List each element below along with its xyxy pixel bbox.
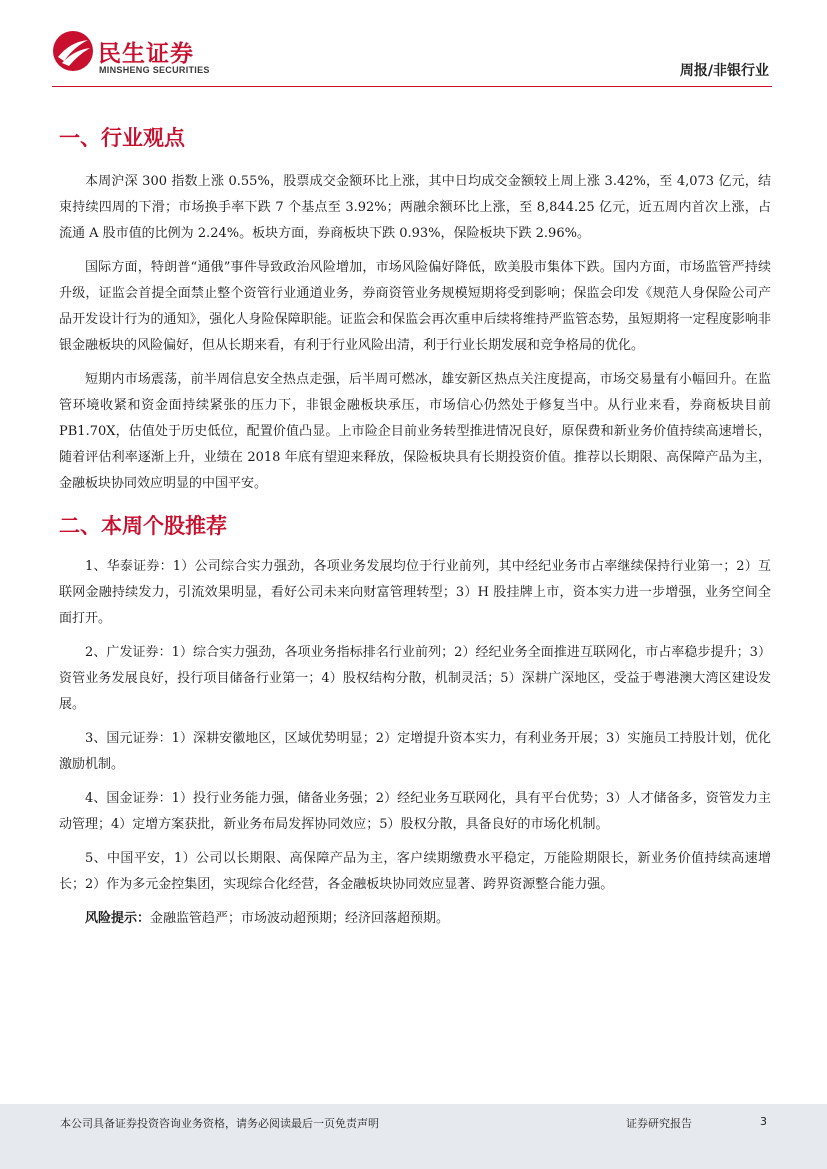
logo-english-name: MINSHENG SECURITIES <box>99 65 210 75</box>
page-number: 3 <box>760 1115 767 1128</box>
footer-document-type: 证券研究报告 <box>626 1117 692 1130</box>
risk-warning-label: 风险提示： <box>85 911 151 926</box>
risk-warning <box>59 906 771 932</box>
stock-pick-item: 4、国金证券：1）投行业务能力强，储备业务强；2）经纪业务互联网化，具有平台优势；3）人才储备多，资管发力主动管理；4）定增方案获批，新业务布局发挥协同效应；5）股权分散，具备良好的市场化机制。 <box>59 791 771 832</box>
paragraph: 国际方面，特朗普“通俄”事件导致政治风险增加，市场风险偏好降低，欧美股市集体下跌。国内方面，市场监管严持续升级，证监会首提全面禁止整个资管行业通道业务，券商资管业务规模短期将受到影响；保监会印发《规范人身保险公司产品开发设计行为的通知》，强化人身险保障职能。证监会和保监会再次重申后续将维持严监管态势，虽短期将一定程度影响非银金融板块的风险偏好，但从长期来看，有利于行业风险出清，利于行业长期发展和竞争格局的优化。 <box>59 260 771 353</box>
section-title-industry-view: 一、行业观点 <box>59 126 185 150</box>
page-footer <box>0 1104 827 1169</box>
stock-picks-section <box>59 554 771 932</box>
report-body <box>59 118 771 932</box>
stock-pick-item: 2、广发证券：1）综合实力强劲，各项业务指标排名行业前列；2）经纪业务全面推进互联网化，市占率稳步提升；3）资管业务发展良好，投行项目储备行业第一；4）股权结构分散，机制灵活；5）深耕广深地区，受益于粤港澳大湾区建设发展。 <box>59 645 771 712</box>
section-title-stock-picks: 二、本周个股推荐 <box>59 514 227 538</box>
company-logo <box>52 30 252 80</box>
footer-disclaimer: 本公司具备证券投资咨询业务资格，请务必阅读最后一页免责声明 <box>60 1117 379 1130</box>
industry-view-section <box>59 169 771 497</box>
stock-pick-item: 1、华泰证券：1）公司综合实力强劲，各项业务发展均位于行业前列，其中经纪业务市占率继续保持行业第一；2）互联网金融持续发力，引流效果明显，看好公司未来向财富管理转型；3）H 股挂牌上市，资本实力进一步增强，业务空间全面打开。 <box>59 559 771 626</box>
risk-warning-text: 金融监管趋严；市场波动超预期；经济回落超预期。 <box>150 911 450 926</box>
logo-chinese-name: 民生证券 <box>98 41 194 67</box>
paragraph: 本周沪深 300 指数上涨 0.55%，股票成交金额环比上涨，其中日均成交金额较上周上涨 3.42%，至 4,073 亿元，结束持续四周的下滑；市场换手率下跌 7 个基点至 3.92%；两融余额环比上涨，至 8,844.25 亿元，近五周内首次上涨，占流通 A 股市值的比例为 2.24%。板块方面，券商板块下跌 0.93%，保险板块下跌 2.96%。 <box>59 174 771 241</box>
minsheng-logo-icon <box>52 30 94 72</box>
stock-pick-item: 5、中国平安，1）公司以长期限、高保障产品为主，客户续期缴费水平稳定，万能险期限长，新业务价值持续高速增长；2）作为多元金控集团，实现综合化经营，各金融板块协同效应显著、跨界资源整合能力强。 <box>59 851 771 892</box>
stock-pick-item: 3、国元证券：1）深耕安徽地区，区域优势明显；2）定增提升资本实力，有利业务开展；3）实施员工持股计划，优化激励机制。 <box>59 731 771 772</box>
report-type-label: 周报/非银行业 <box>679 63 769 79</box>
paragraph: 短期内市场震荡，前半周信息安全热点走强，后半周可燃冰，雄安新区热点关注度提高，市场交易量有小幅回升。在监管环境收紧和资金面持续紧张的压力下，非银金融板块承压，市场信心仍然处于修复当中。从行业来看，券商板块目前 PB1.70X，估值处于历史低位，配置价值凸显。上市险企目前业务转型推进情况良好，原保费和新业务价值持续高速增长，随着评估利率逐渐上升，业绩在 2018 年底有望迎来释放，保险板块具有长期投资价值。推荐以长期限、高保障产品为主，金融板块协同效应明显的中国平安。 <box>59 372 771 491</box>
header-divider <box>52 86 772 87</box>
page-header <box>0 0 827 96</box>
